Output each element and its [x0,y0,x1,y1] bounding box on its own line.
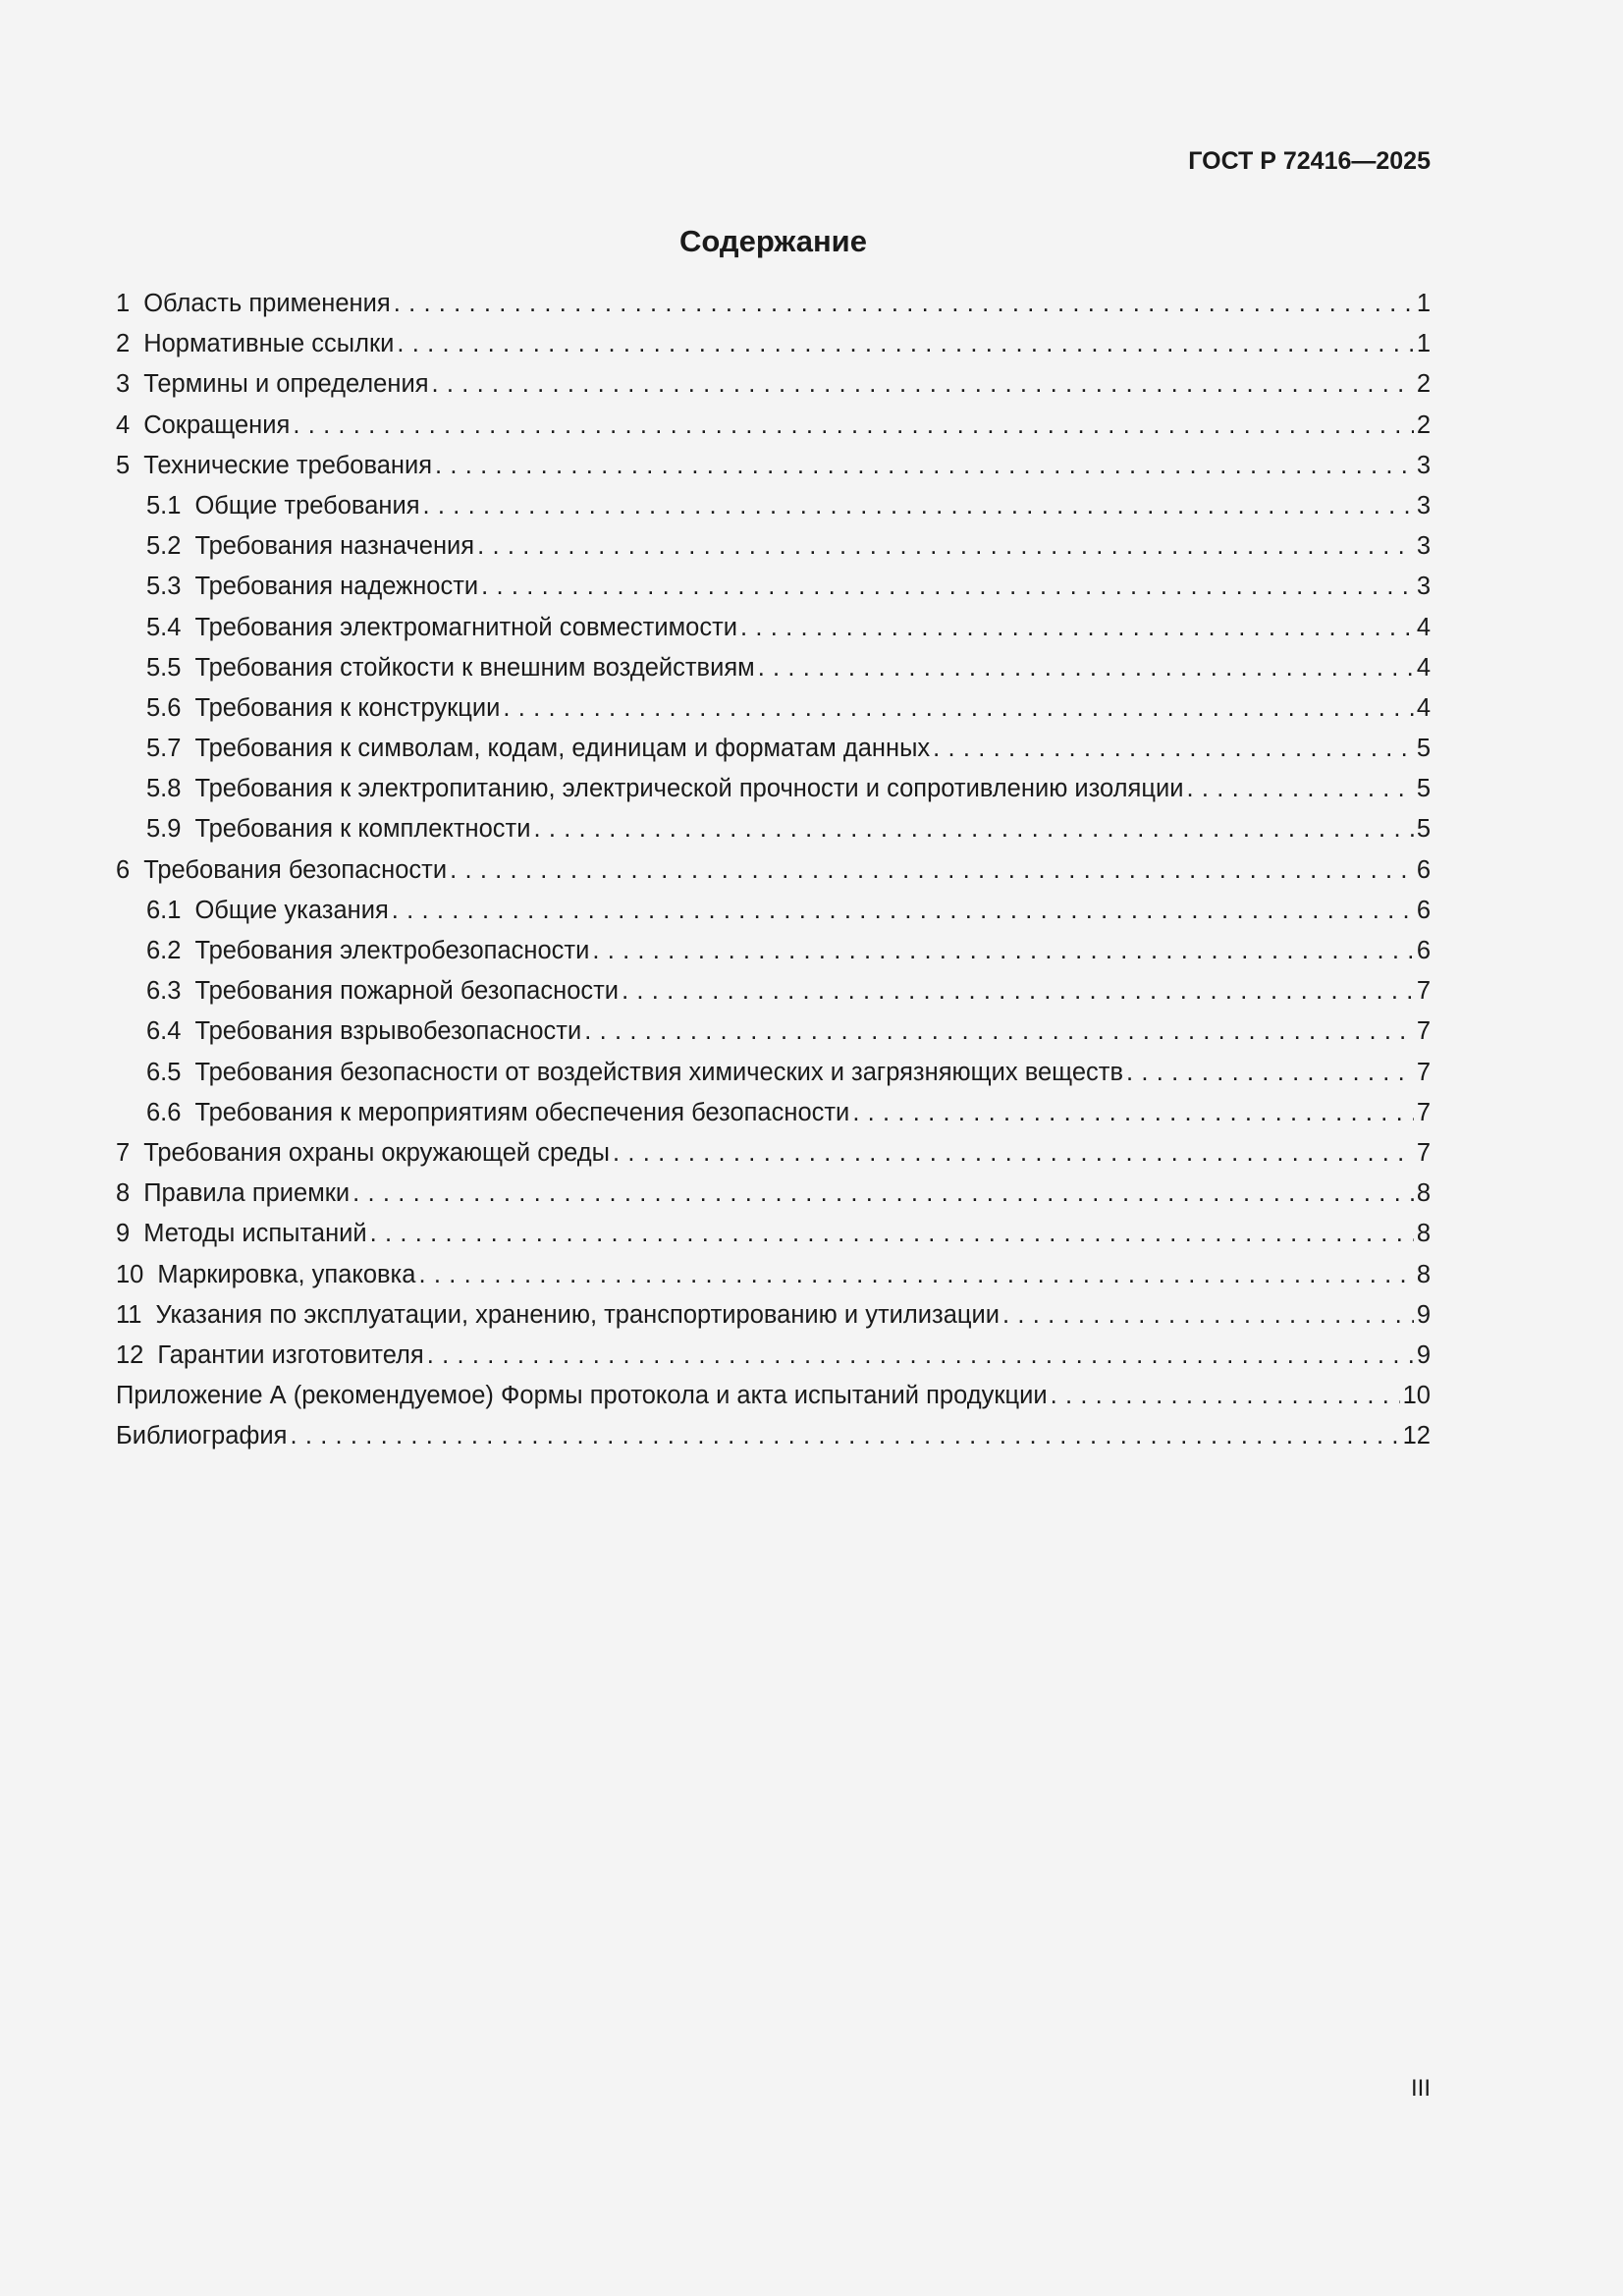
toc-entry-number: 12 [116,1340,144,1369]
toc-entry-number: 5.3 [146,573,182,601]
toc-entry-title: Гарантии изготовителя [157,1340,424,1369]
table-of-contents [116,284,1431,1456]
toc-entry-title: Общие требования [194,491,420,519]
toc-entry-title: Термины и определения [143,370,429,399]
toc-entry-title: Маркировка, упаковка [157,1260,416,1288]
toc-entry-page: 7 [1416,1058,1431,1086]
toc-entry-number: 2 [116,330,131,358]
toc-entry-title: Требования безопасности от воздействия химических и загрязняющих веществ [194,1058,1123,1086]
toc-entry[interactable] [116,688,1431,729]
toc-dot-leader [392,891,1414,931]
toc-dot-leader [622,971,1414,1011]
toc-dot-leader [427,1336,1414,1376]
toc-dot-leader [533,809,1413,849]
toc-entry-number: 5.2 [146,532,182,561]
toc-entry-number: 5.8 [146,775,182,803]
toc-entry-page: 6 [1416,896,1431,924]
toc-entry[interactable] [116,567,1431,607]
toc-dot-leader [1002,1295,1414,1336]
toc-entry-page: 3 [1416,451,1431,479]
toc-dot-leader [592,931,1413,971]
toc-entry-number: 5.7 [146,735,182,763]
toc-dot-leader [435,446,1414,486]
toc-dot-leader [1186,769,1413,809]
toc-entry-title: Технические требования [143,451,433,479]
toc-dot-leader [418,1255,1413,1295]
toc-entry-title: Требования взрывобезопасности [194,1017,582,1046]
toc-entry-page: 5 [1416,775,1431,803]
toc-entry-page: 7 [1416,977,1431,1006]
toc-entry-title: Требования охраны окружающей среды [143,1138,610,1167]
toc-dot-leader [503,688,1413,729]
toc-dot-leader [397,324,1413,364]
toc-entry[interactable] [116,1133,1431,1174]
toc-entry-page: 4 [1416,693,1431,722]
toc-entry[interactable] [116,1093,1431,1133]
toc-entry-title: Указания по эксплуатации, хранению, транспортированию и утилизации [155,1300,1000,1329]
toc-dot-leader [394,284,1414,324]
toc-dot-leader [352,1174,1414,1214]
toc-dot-leader [1051,1376,1400,1416]
toc-dot-leader [290,1416,1399,1456]
toc-entry[interactable] [116,1053,1431,1093]
toc-entry[interactable] [116,1011,1431,1052]
toc-entry-page: 3 [1416,491,1431,519]
toc-entry-page: 7 [1416,1138,1431,1167]
toc-dot-leader [450,850,1414,891]
toc-entry-page: 5 [1416,735,1431,763]
toc-entry[interactable] [116,608,1431,648]
toc-entry-page: 5 [1416,815,1431,844]
toc-entry-number: 5.4 [146,613,182,641]
toc-entry-number: 1 [116,290,131,317]
toc-entry-number: 5.6 [146,693,182,722]
toc-title: Содержание [679,224,867,258]
toc-entry-page: 6 [1416,937,1431,964]
toc-entry[interactable] [116,486,1431,526]
toc-entry-title: Правила приемки [143,1179,351,1208]
toc-entry-title: Требования к комплектности [194,815,531,844]
toc-entry-page: 2 [1416,370,1431,399]
toc-entry-title: Требования электробезопасности [194,937,590,964]
toc-entry-title: Требования к электропитанию, электрической прочности и сопротивлению изоляции [194,775,1184,803]
toc-entry-number: 6.3 [146,977,182,1006]
toc-entry-title: Требования надежности [194,573,479,601]
toc-entry-number: 5.5 [146,653,182,682]
toc-entry-title: Требования к символам, кодам, единицам и форматам данных [194,735,931,763]
toc-dot-leader [1126,1053,1414,1093]
toc-entry-number: 10 [116,1260,144,1288]
toc-entry-number: 8 [116,1179,131,1208]
toc-dot-leader [477,526,1414,567]
toc-dot-leader [423,486,1414,526]
toc-entry[interactable] [116,648,1431,688]
toc-dot-leader [740,608,1414,648]
toc-entry-page: 10 [1402,1382,1431,1410]
toc-entry-title: Библиография [116,1422,288,1450]
toc-entry-page: 1 [1416,290,1431,317]
toc-entry-number: 5.1 [146,491,182,519]
toc-entry[interactable] [116,1214,1431,1254]
toc-entry[interactable] [116,1336,1431,1376]
toc-entry[interactable] [116,284,1431,324]
toc-dot-leader [293,406,1413,446]
toc-entry-number: 6.4 [146,1017,182,1046]
toc-entry-number: 5.9 [146,815,182,844]
toc-entry-number: 3 [116,370,131,399]
toc-entry-page: 3 [1416,532,1431,561]
toc-entry-number: 4 [116,410,131,439]
toc-entry-title: Требования безопасности [143,855,448,884]
toc-entry-number: 9 [116,1220,131,1248]
toc-entry-page: 8 [1416,1179,1431,1208]
toc-dot-leader [852,1093,1414,1133]
toc-entry[interactable] [116,1416,1431,1456]
toc-dot-leader [613,1133,1414,1174]
toc-entry[interactable] [116,1295,1431,1336]
toc-entry-page: 7 [1416,1017,1431,1046]
toc-entry-number: 6.5 [146,1058,182,1086]
toc-entry[interactable] [116,809,1431,849]
page-number: III [1410,2075,1431,2102]
toc-entry[interactable] [116,1376,1431,1416]
toc-entry-page: 8 [1416,1260,1431,1288]
toc-entry-page: 2 [1416,410,1431,439]
toc-entry[interactable] [116,364,1431,405]
toc-entry-number: 6 [116,855,131,884]
toc-dot-leader [584,1011,1414,1052]
toc-entry-page: 12 [1402,1422,1431,1450]
toc-dot-leader [481,567,1414,607]
toc-entry-title: Область применения [143,290,391,317]
toc-entry-number: 11 [116,1300,142,1329]
toc-entry-number: 6.2 [146,937,182,964]
toc-entry-page: 4 [1416,653,1431,682]
toc-entry-page: 1 [1416,330,1431,358]
toc-entry-title: Требования назначения [194,532,475,561]
toc-entry-number: 6.1 [146,896,182,924]
document-code: ГОСТ Р 72416—2025 [1188,147,1431,175]
toc-entry-page: 6 [1416,855,1431,884]
toc-entry[interactable] [116,406,1431,446]
toc-entry-number: 7 [116,1138,131,1167]
toc-entry[interactable] [116,1255,1431,1295]
toc-entry-title: Требования к мероприятиям обеспечения безопасности [194,1098,850,1126]
toc-entry[interactable] [116,729,1431,769]
toc-entry[interactable] [116,526,1431,567]
toc-entry-number: 6.6 [146,1098,182,1126]
toc-entry[interactable] [116,971,1431,1011]
toc-entry-page: 7 [1416,1098,1431,1126]
toc-entry-title: Требования электромагнитной совместимости [194,613,737,641]
toc-entry-title: Приложение А (рекомендуемое) Формы протокола и акта испытаний продукции [116,1382,1048,1410]
toc-entry-title: Требования к конструкции [194,693,501,722]
toc-entry-page: 9 [1416,1300,1431,1329]
toc-entry-number: 5 [116,451,131,479]
toc-entry-page: 8 [1416,1220,1431,1248]
toc-dot-leader [432,364,1414,405]
toc-entry-title: Требования пожарной безопасности [194,977,620,1006]
toc-entry[interactable] [116,891,1431,931]
toc-entry-page: 3 [1416,573,1431,601]
toc-entry[interactable] [116,769,1431,809]
toc-entry[interactable] [116,1174,1431,1214]
toc-entry-title: Общие указания [194,896,389,924]
toc-entry-title: Требования стойкости к внешним воздействиям [194,653,755,682]
toc-entry-title: Нормативные ссылки [143,330,395,358]
toc-dot-leader [758,648,1414,688]
toc-entry[interactable] [116,931,1431,971]
toc-entry-title: Сокращения [143,410,291,439]
toc-dot-leader [370,1214,1414,1254]
toc-entry[interactable] [116,446,1431,486]
toc-entry-title: Методы испытаний [143,1220,367,1248]
toc-dot-leader [933,729,1414,769]
toc-entry-page: 4 [1416,613,1431,641]
toc-entry[interactable] [116,324,1431,364]
toc-entry-page: 9 [1416,1340,1431,1369]
toc-entry[interactable] [116,850,1431,891]
